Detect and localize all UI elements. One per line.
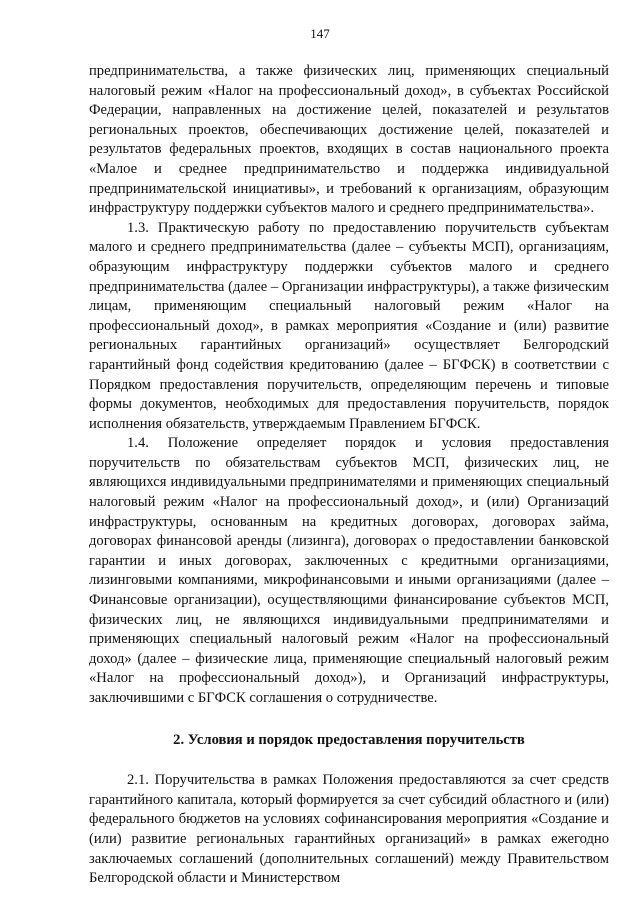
paragraph-continuation: предпринимательства, а также физических лиц, применяющих специальный налоговый режим «Налог на профессиональный доход», в субъектах Российской Федерации, направленных на достижение целей, показателей и результатов региональных проектов, обеспечивающих достижение целей, показателей и результатов федеральных проектов, входящих в состав национального проекта «Малое и среднее предпринимательство и поддержка индивидуальной предпринимательской инициативы», и требований к организациям, образующим инфраструктуру поддержки субъектов малого и среднего предпринимательства». (89, 63, 609, 217)
section-heading: 2. Условия и порядок предоставления поручительств (173, 731, 525, 748)
document-body (89, 62, 609, 889)
paragraph-1-4: 1.4. Положение определяет порядок и условия предоставления поручительств по обязательствам субъектов МСП, физических лиц, не являющихся индивидуальными предпринимателями и применяющих специальный налоговый режим «Налог на профессиональный доход», и (или) Организаций инфраструктуры, основанным на кредитных договорах, договорах займа, договорах финансовой аренды (лизинга), договорах о предоставлении банковской гарантии и иных договорах, заключенных с кредитными организациями, лизинговыми компаниями, микрофинансовыми и иными организациями (далее – Финансовые организации), осуществляющими финансирование субъектов МСП, физических лиц, не являющихся индивидуальными предпринимателями и применяющих специальный налоговый режим «Налог на профессиональный доход» (далее – физические лица, применяющие специальный налоговый режим «Налог на профессиональный доход»), и Организаций инфраструктуры, заключившими с БГФСК соглашения о сотрудничестве. (89, 435, 609, 706)
page-number: 147 (310, 26, 330, 41)
paragraph-2-1: 2.1. Поручительства в рамках Положения предоставляются за счет средств гарантийного капитала, который формируется за счет субсидий областного и (или) федерального бюджетов на условиях софинансирования мероприятия «Создание и (или) развитие региональных гарантийных организаций» в рамках ежегодно заключаемых соглашений (дополнительных соглашений) между Правительством Белгородской области и Министерством (89, 772, 609, 887)
paragraph-1-3: 1.3. Практическую работу по предоставлению поручительств субъектам малого и среднего предпринимательства (далее – субъекты МСП), организациям, образующим инфраструктуру поддержки субъектов малого и среднего предпринимательства (далее – Организации инфраструктуры), а также физическим лицам, применяющим специальный налоговый режим «Налог на профессиональный доход», в рамках мероприятия «Создание и (или) развитие региональных гарантийных организаций» осуществляет Белгородский гарантийный фонд содействия кредитованию (далее – БГФСК) в соответствии с Порядком предоставления поручительств, определяющим перечень и типовые формы документов, необходимых для предоставления поручительств, порядок исполнения обязательств, утверждаемым Правлением БГФСК. (89, 219, 609, 432)
